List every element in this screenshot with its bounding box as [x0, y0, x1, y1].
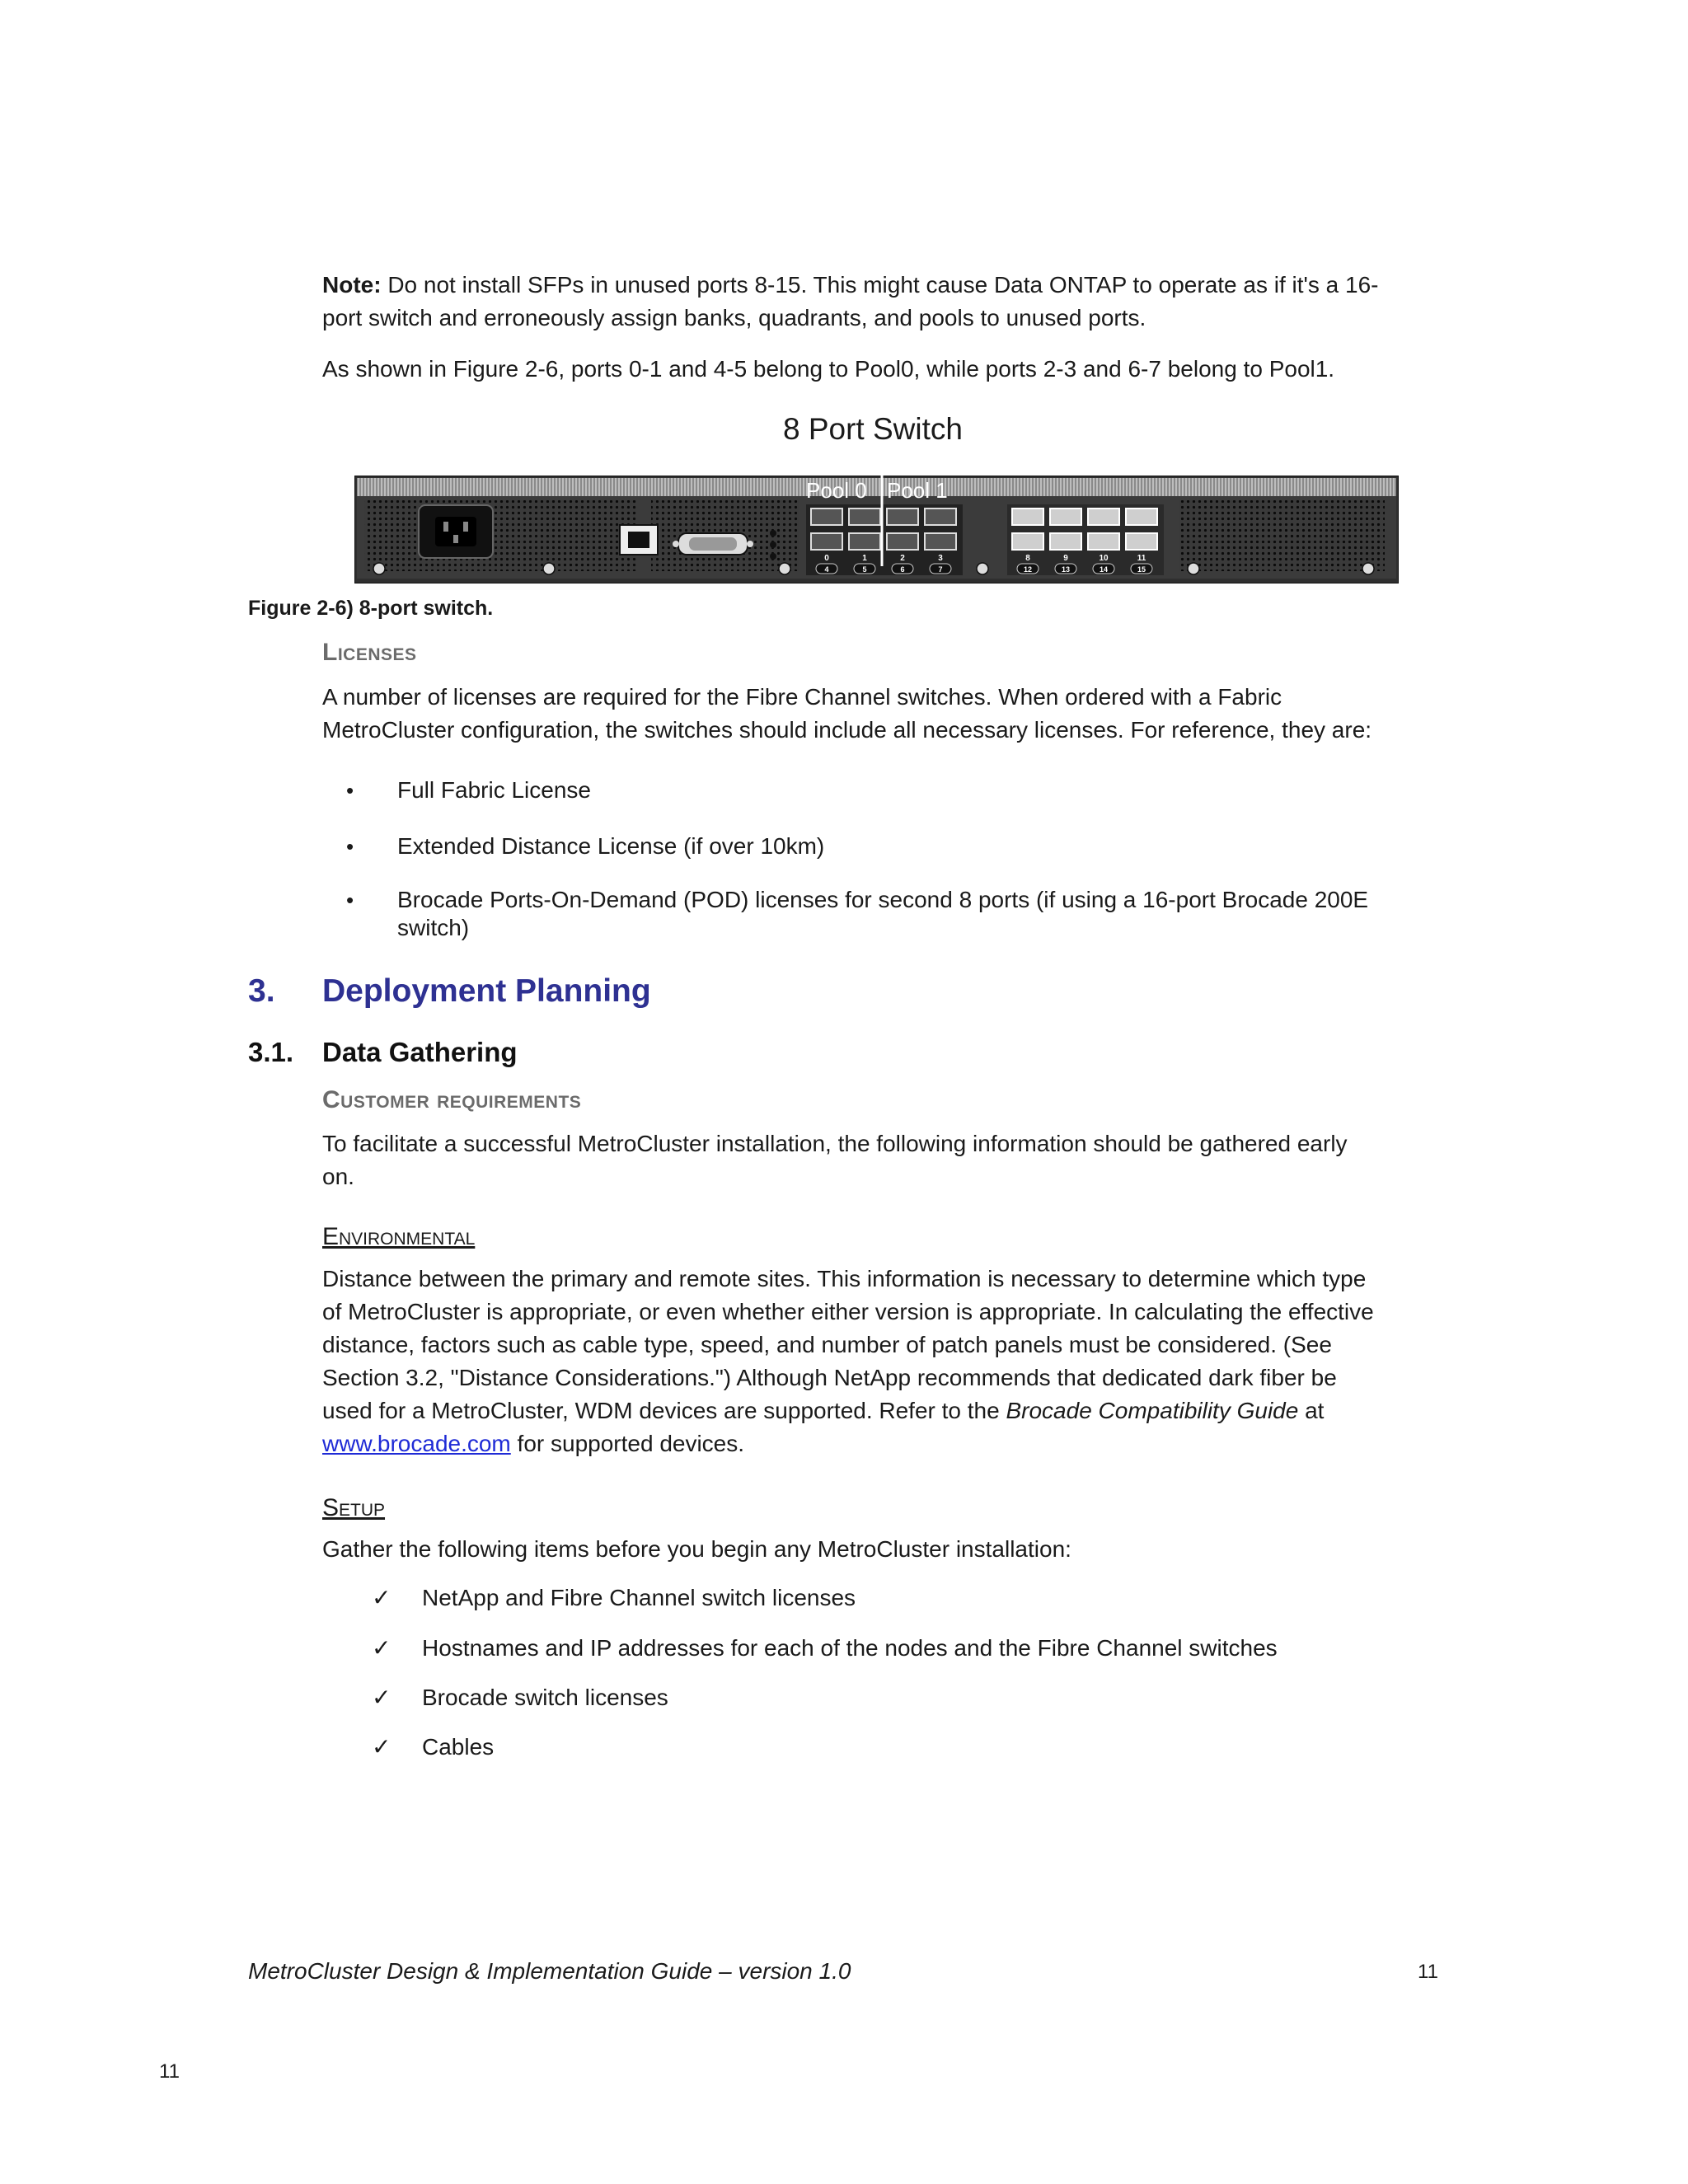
footer-page-number: 11 — [1418, 1961, 1438, 1983]
sfp-port-11 — [1126, 509, 1157, 525]
vent-right — [1179, 500, 1385, 571]
checkmark-icon: ✓ — [372, 1635, 392, 1661]
outer-page-number: 11 — [159, 2060, 180, 2083]
port-label-top-11: 11 — [1137, 554, 1146, 563]
license-item-text-cont: switch) — [397, 915, 470, 940]
licenses-intro-line1: A number of licenses are required for the Fibre Channel switches. When ordered with a Fabric — [322, 684, 1282, 710]
license-item-text: Extended Distance License (if over 10km) — [397, 833, 825, 859]
checkmark-icon: ✓ — [372, 1585, 392, 1610]
sfp-port-13 — [1050, 533, 1081, 550]
switch-diagram — [354, 476, 1399, 583]
footer-guide-title: MetroCluster Design & Implementation Guide – version 1.0 — [248, 1958, 851, 1984]
port-label-top-8: 8 — [1025, 554, 1030, 563]
checkmark-icon: ✓ — [372, 1734, 392, 1760]
brocade-link[interactable]: www.brocade.com — [322, 1431, 511, 1456]
checkmark-icon: ✓ — [372, 1685, 392, 1710]
port-label-bottom-13: 13 — [1061, 565, 1071, 574]
licenses-intro — [322, 681, 1372, 747]
vent-left — [364, 500, 636, 571]
setup-item-text: NetApp and Fibre Channel switch licenses — [422, 1585, 856, 1610]
environmental-guide-title: Brocade Compatibility Guide — [1006, 1398, 1299, 1423]
setup-item-2 — [372, 1632, 1278, 1665]
pool0-label: Pool 0 — [806, 478, 867, 503]
port-label-bottom-14: 14 — [1099, 565, 1109, 574]
pool-sentence: As shown in Figure 2-6, ports 0-1 and 4-5 belong to Pool0, while ports 2-3 and 6-7 belong to Pool1. — [322, 356, 1335, 382]
top-vent-strip — [357, 478, 1396, 496]
screw-1 — [373, 563, 385, 574]
note-line1: Do not install SFPs in unused ports 8-15. This might cause Data ONTAP to operate as if it's a 16- — [387, 272, 1379, 298]
port-label-top-1: 1 — [862, 554, 867, 563]
section-3-1-title: Data Gathering — [322, 1037, 518, 1067]
port-label-top-3: 3 — [938, 554, 943, 563]
port-label-top-2: 2 — [900, 554, 905, 563]
bullet-dot: • — [346, 778, 354, 803]
note-paragraph — [322, 269, 1427, 335]
environmental-line5-post: at — [1298, 1398, 1325, 1423]
note-label: Note: — [322, 272, 382, 298]
setup-heading: Setup — [322, 1494, 386, 1521]
environmental-paragraph — [322, 1263, 1476, 1460]
sfp-port-10 — [1088, 509, 1119, 525]
environmental-line2: of MetroCluster is appropriate, or even whether either version is appropriate. In calculating the effective — [322, 1299, 1374, 1324]
license-item-2 — [346, 830, 1434, 863]
environmental-line3: distance, factors such as cable type, speed, and number of patch panels must be considered. (See — [322, 1332, 1332, 1357]
sfp-port-3 — [925, 509, 956, 525]
customer-req-line1: To facilitate a successful MetroCluster installation, the following information should be gathered early — [322, 1131, 1348, 1156]
sfp-port-15 — [1126, 533, 1157, 550]
environmental-line4: Section 3.2, "Distance Considerations.") Although NetApp recommends that dedicated dark fiber be — [322, 1365, 1337, 1390]
sfp-port-6 — [887, 533, 918, 550]
switch-figure — [354, 476, 1399, 583]
license-item-3 — [346, 886, 1434, 942]
sfp-port-5 — [849, 533, 880, 550]
license-item-text: Brocade Ports-On-Demand (POD) licenses for second 8 ports (if using a 16-port Brocade 200E — [397, 887, 1369, 912]
pool1-label: Pool 1 — [887, 478, 948, 503]
sfp-port-12 — [1012, 533, 1043, 550]
setup-intro: Gather the following items before you begin any MetroCluster installation: — [322, 1536, 1071, 1562]
setup-item-1 — [372, 1582, 856, 1615]
customer-req-line2: on. — [322, 1164, 354, 1189]
setup-item-text: Brocade switch licenses — [422, 1685, 668, 1710]
section-3-number: 3. — [248, 973, 275, 1009]
sfp-port-1 — [849, 509, 880, 525]
bullet-dot: • — [346, 888, 354, 912]
environmental-line5-pre: used for a MetroCluster, WDM devices are supported. Refer to the — [322, 1398, 1006, 1423]
port-label-bottom-5: 5 — [862, 565, 867, 574]
port-label-bottom-12: 12 — [1023, 565, 1033, 574]
figure-caption: Figure 2-6) 8-port switch. — [248, 597, 494, 620]
setup-item-text: Cables — [422, 1734, 495, 1760]
port-label-top-0: 0 — [824, 554, 829, 563]
customer-requirements-heading: Customer requirements — [322, 1086, 582, 1113]
licenses-intro-line2: MetroCluster configuration, the switches should include all necessary licenses. For reference, they are: — [322, 717, 1372, 743]
screw-5 — [1188, 563, 1199, 574]
figure-title: 8 Port Switch — [783, 412, 963, 446]
screw-4 — [977, 563, 988, 574]
port-label-bottom-6: 6 — [900, 565, 905, 574]
license-item-text: Full Fabric License — [397, 777, 591, 803]
environmental-line6-post: for supported devices. — [510, 1431, 745, 1456]
section-3-1-number: 3.1. — [248, 1037, 294, 1067]
environmental-line1: Distance between the primary and remote sites. This information is necessary to determine which type — [322, 1266, 1367, 1291]
screw-3 — [779, 563, 790, 574]
sfp-port-9 — [1050, 509, 1081, 525]
sfp-port-7 — [925, 533, 956, 550]
screw-6 — [1362, 563, 1374, 574]
port-label-top-9: 9 — [1063, 554, 1068, 563]
sfp-port-8 — [1012, 509, 1043, 525]
port-label-top-10: 10 — [1099, 554, 1109, 563]
sfp-port-0 — [811, 509, 842, 525]
setup-item-3 — [372, 1681, 668, 1714]
section-3-title: Deployment Planning — [322, 973, 651, 1009]
environmental-heading: Environmental — [322, 1223, 476, 1250]
note-line2: port switch and erroneously assign banks, quadrants, and pools to unused ports. — [322, 305, 1146, 330]
setup-item-4 — [372, 1731, 494, 1764]
setup-item-text: Hostnames and IP addresses for each of the nodes and the Fibre Channel switches — [422, 1635, 1278, 1661]
licenses-heading: Licenses — [322, 639, 417, 666]
screw-2 — [543, 563, 555, 574]
sfp-port-4 — [811, 533, 842, 550]
license-item-1 — [346, 774, 1434, 807]
bullet-dot: • — [346, 834, 354, 859]
sfp-port-14 — [1088, 533, 1119, 550]
port-label-bottom-7: 7 — [938, 565, 943, 574]
sfp-port-2 — [887, 509, 918, 525]
port-label-bottom-15: 15 — [1137, 565, 1146, 574]
customer-requirements-text — [322, 1127, 1348, 1193]
port-label-bottom-4: 4 — [824, 565, 829, 574]
